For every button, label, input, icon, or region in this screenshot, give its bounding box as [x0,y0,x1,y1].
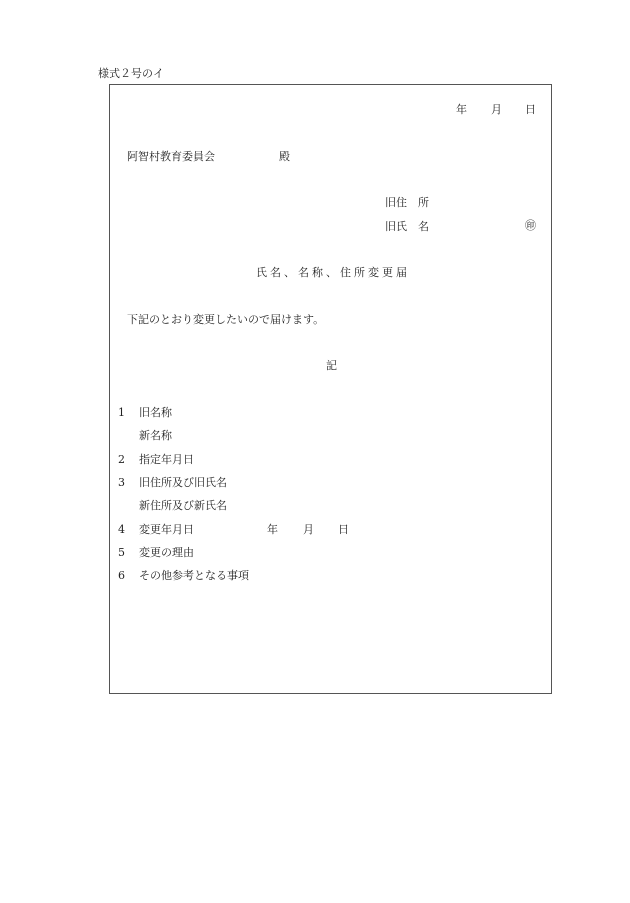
change-date-day: 日 [338,523,349,536]
item-label: 変更の理由 [139,546,194,559]
date-day-label: 日 [525,103,536,116]
item-number: 6 [118,569,125,582]
item-label: 旧住所及び旧氏名 [139,476,227,489]
item-number: 2 [118,453,125,466]
addressee-honorific: 殿 [279,150,290,163]
form-frame [109,84,552,694]
list-item [118,430,172,441]
ki-label: 記 [326,359,337,372]
change-date-month: 月 [303,523,314,536]
list-item [118,570,249,581]
old-name-label: 旧氏 名 [385,220,429,233]
item-label: 新名称 [139,429,172,442]
item-label: 変更年月日 [139,523,194,536]
addressee-name: 阿智村教育委員会 [127,150,215,163]
list-item [118,407,172,418]
intro-text: 下記のとおり変更したいので届けます。 [127,313,325,326]
list-item [118,547,194,558]
old-address-label: 旧住 所 [385,196,429,209]
date-year-label: 年 [456,103,467,116]
item-label: 新住所及び新氏名 [139,499,227,512]
item-number: 1 [118,406,125,419]
item-label: 指定年月日 [139,453,194,466]
form-number: 様式２号のイ [98,67,164,80]
item-number: 4 [118,523,125,536]
document-title: 氏名、名称、住所変更届 [256,266,410,279]
item-number: 3 [118,476,125,489]
list-item [118,524,194,535]
date-month-label: 月 [491,103,502,116]
item-number: 5 [118,546,125,559]
item-label: 旧名称 [139,406,172,419]
list-item [118,454,194,465]
change-date-year: 年 [267,523,278,536]
list-item [118,500,227,511]
item-label: その他参考となる事項 [139,569,249,582]
seal-mark: ㊞ [525,219,536,232]
list-item [118,477,227,488]
